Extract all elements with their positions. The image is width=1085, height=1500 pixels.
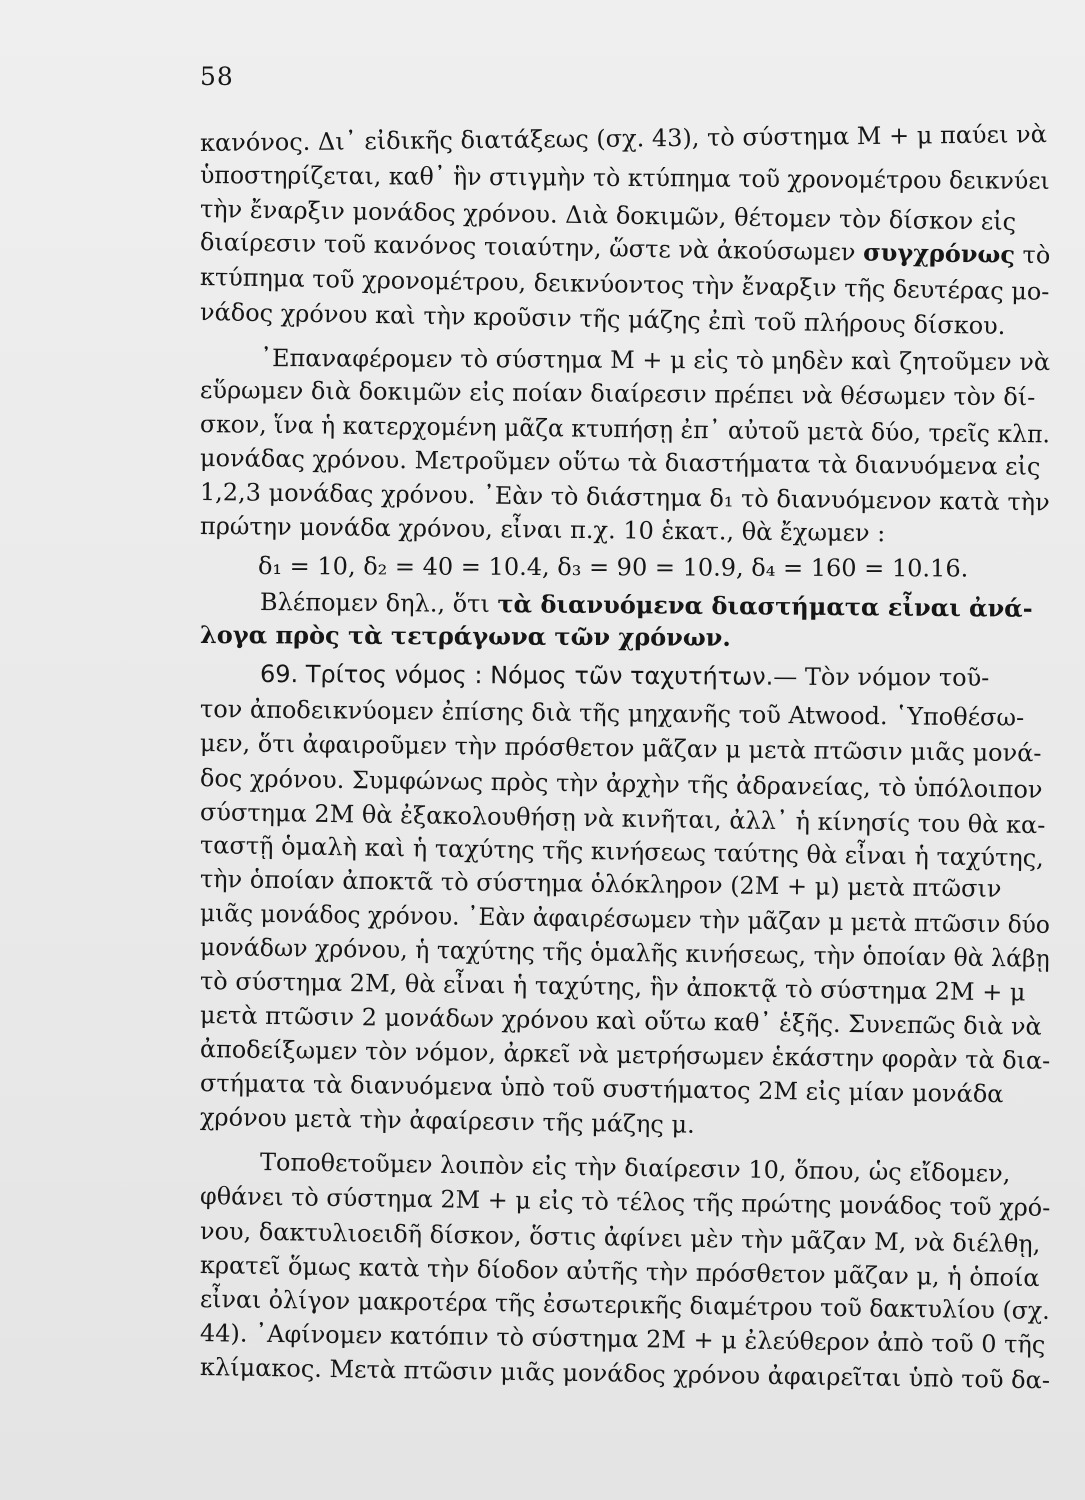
line-text: τὸ σύστημα 2Μ, θὰ εἶναι ἡ ταχύτης, ἣν ἀποκτᾷ τὸ σύστημα 2Μ + μ (199, 967, 1026, 1007)
line-text: ταστῇ ὁμαλὴ καὶ ἡ ταχύτης τῆς κινήσεως ταύτης θὰ εἶναι ἡ ταχύτης, (199, 831, 1045, 873)
line-text: πρώτην μονάδα χρόνου, εἶναι π.χ. 10 ἑκατ., θὰ ἔχωμεν : (199, 512, 886, 548)
line-text: εὕρωμεν διὰ δοκιμῶν εἰς ποίαν διαίρεσιν πρέπει νὰ θέσωμεν τὸν δί- (199, 376, 1036, 412)
emphasis-text: λογα πρὸς τὰ τετράγωνα τῶν χρόνων. (199, 620, 731, 652)
page-number: 58 (200, 62, 234, 91)
line-text: Βλέπομεν δηλ., ὅτι (259, 588, 498, 619)
line-text: 1,2,3 μονάδας χρόνου. ᾿Εὰν τὸ διάστημα δ₁ τὸ διανυόμενον κατὰ τὴν (199, 478, 1050, 517)
line-text: κανόνος. Δι᾿ εἰδικῆς διατάξεως (σχ. 43), τὸ σύστημα Μ + μ παύει νὰ (199, 120, 1047, 157)
text-line (200, 728, 1050, 768)
line-text: ὑποστηρίζεται, καθ᾿ ἣν στιγμὴν τὸ κτύπημα τοῦ χρονομέτρου δεικνύει (199, 161, 1050, 195)
text-line (258, 551, 1048, 584)
line-text: τὴν ἔναρξιν μονάδος χρόνου. Διὰ δοκιμῶν, θέτομεν τὸν δίσκον εἰς (199, 195, 1017, 236)
text-line (200, 620, 1050, 654)
line-text: τον ἀποδεικνύομεν ἐπίσης διὰ τῆς μηχανῆς τοῦ Atwood. ῾Υποθέσω- (199, 695, 1025, 732)
text-line (200, 1352, 1050, 1395)
text-line (260, 587, 1050, 624)
line-text: νου, δακτυλιοειδῆ δίσκον, ὅστις ἀφίνει μὲν τὴν μᾶζαν Μ, νὰ διέλθῃ, (199, 1217, 1041, 1259)
line-text: νάδος χρόνου καὶ τὴν κροῦσιν τῆς μάζης ἐπὶ τοῦ πλήρους δίσκου. (199, 298, 1006, 341)
emphasis-text: τὰ διανυόμενα διαστήματα εἶναι ἀνά- (497, 589, 1033, 623)
line-text: ἀποδείξωμεν τὸν νόμον, ἀρκεῖ νὰ μετρήσωμεν ἑκάστην φορὰν τὰ δια- (199, 1035, 1051, 1075)
line-text: κρατεῖ ὅμως κατὰ τὴν δίοδον αὐτῆς τὴν πρόσθετον μᾶζαν μ, ἡ ὁποία (199, 1251, 1040, 1293)
line-text: σκον, ἵνα ἡ κατερχομένη μᾶζα κτυπήσῃ ἐπ᾿ αὐτοῦ μετὰ δύο, τρεῖς κλπ. (199, 410, 1051, 449)
text-line (200, 443, 1050, 482)
section-heading: 69. Τρίτος νόμος : Νόμος τῶν ταχυτήτων. (259, 660, 774, 691)
line-text: ᾿Επαναφέρομεν τὸ σύστημα Μ + μ εἰς τὸ μηδὲν καὶ ζητοῦμεν νὰ (259, 344, 1051, 377)
line-text: εἶναι ὀλίγον μακροτέρα τῆς ἐσωτερικῆς διαμέτρου τοῦ δακτυλίου (σχ. (199, 1285, 1050, 1325)
line-text: — Τὸν νόμον τοῦ- (773, 662, 990, 692)
text-line (199, 409, 1051, 449)
line-text: κτύπημα τοῦ χρονομέτρου, δεικνύοντος τὴν ἔναρξιν τῆς δευτέρας μο- (199, 263, 1050, 306)
line-text: μετὰ πτῶσιν 2 μονάδων χρόνου καὶ οὕτω καθ᾿ ἑξῆς. Συνεπῶς διὰ νὰ (199, 1001, 1042, 1041)
text-line (199, 160, 1050, 196)
line-text: 44). ᾿Αφίνομεν κατόπιν τὸ σύστημα 2Μ + μ ἐλεύθερον ἀπὸ τοῦ 0 τῆς (199, 1319, 1046, 1359)
emphasis-text: συγχρόνως (862, 237, 1016, 269)
line-text: τὴν ὁποίαν ἀποκτᾶ τὸ σύστημα ὁλόκληρον (2Μ + μ) μετὰ πτῶσιν (199, 865, 1002, 903)
line-text: Τοποθετοῦμεν λοιπὸν εἰς τὴν διαίρεσιν 10, ὅπου, ὡς εἴδομεν, (259, 1148, 1011, 1188)
text-line (200, 694, 1050, 733)
line-text: σύστημα 2Μ θὰ ἐξακολουθήσῃ νὰ κινῆται, ἀλλ᾿ ἡ κίνησίς του θὰ κα- (199, 798, 1046, 840)
line-text: μιᾶς μονάδος χρόνου. ᾿Εὰν ἀφαιρέσωμεν τὴν μᾶζαν μ μετὰ πτῶσιν δύο (199, 899, 1051, 939)
text-line (200, 511, 1050, 550)
text-line (260, 659, 1050, 693)
line-text: μεν, ὅτι ἀφαιροῦμεν τὴν πρόσθετον μᾶζαν μ μετὰ πτῶσιν μιᾶς μονά- (199, 729, 1042, 768)
line-text: χρόνου μετὰ τὴν ἀφαίρεσιν τῆς μάζης μ. (199, 1103, 695, 1139)
line-text: μονάδας χρόνου. Μετροῦμεν οὕτω τὰ διαστήματα τὰ διανυόμενα εἰς (199, 444, 1041, 481)
text-line (260, 343, 1050, 377)
line-text: φθάνει τὸ σύστημα 2Μ + μ εἰς τὸ τέλος τῆς πρώτης μονάδος τοῦ χρό- (199, 1182, 1051, 1222)
line-text: στήματα τὰ διανυόμενα ὑπὸ τοῦ συστήματος 2Μ εἰς μίαν μονάδα (199, 1069, 1004, 1109)
text-line (200, 375, 1050, 412)
line-text: κλίμακος. Μετὰ πτῶσιν μιᾶς μονάδος χρόνου ἀφαιρεῖται ὑπὸ τοῦ δα- (199, 1353, 1051, 1395)
line-text: δος χρόνου. Συμφώνως πρὸς τὴν ἀρχὴν τῆς ἀδρανείας, τὸ ὑπόλοιπον (199, 764, 1043, 804)
line-text: δ₁ = 10, δ₂ = 40 = 10.4, δ₃ = 90 = 10.9, δ₄ = 160 = 10.16. (257, 552, 969, 583)
line-text: μονάδων χρόνου, ἡ ταχύτης τῆς ὁμαλῆς κινήσεως, τὴν ὁποίαν θὰ λάβῃ (199, 933, 1050, 973)
line-text: διαίρεσιν τοῦ κανόνος τοιαύτην, ὥστε νὰ ἀκούσωμεν (199, 228, 864, 267)
text-line (200, 1102, 1050, 1145)
line-text: τὸ (1014, 240, 1051, 270)
text-line (200, 119, 1050, 158)
text-line (200, 477, 1049, 517)
